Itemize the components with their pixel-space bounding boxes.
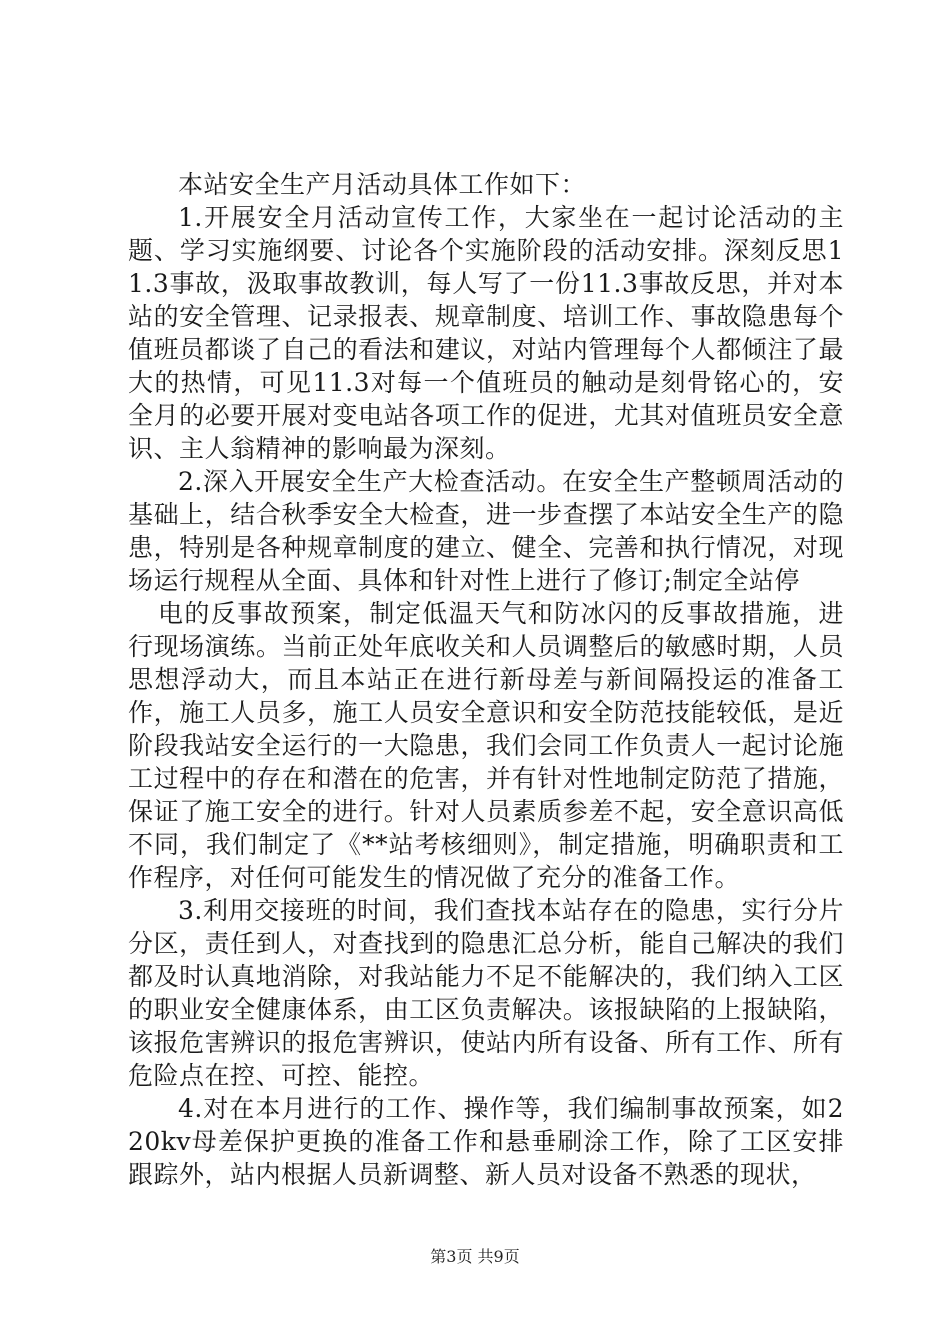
item-1-paragraph: 1.开展安全月活动宣传工作，大家坐在一起讨论活动的主题、学习实施纲要、讨论各个实施阶段的活动安排。深刻反思11.3事故，汲取事故教训，每人写了一份11.3事故反思，并对本站的安全管理、记录报表、规章制度、培训工作、事故隐患每个值班员都谈了自己的看法和建议，对站内管理每个人都倾注了最大的热情，可见11.3对每一个值班员的触动是刻骨铭心的，安全月的必要开展对变电站各项工作的促进，尤其对值班员安全意识、主人翁精神的影响最为深刻。 <box>128 203 844 463</box>
document-body <box>128 168 844 1191</box>
item-3-paragraph: 3.利用交接班的时间，我们查找本站存在的隐患，实行分片分区，责任到人，对查找到的隐患汇总分析，能自己解决的我们都及时认真地消除，对我站能力不足不能解决的，我们纳入工区的职业安全健康体系，由工区负责解决。该报缺陷的上报缺陷，该报危害辨识的报危害辨识，使站内所有设备、所有工作、所有危险点在控、可控、能控。 <box>128 896 844 1090</box>
item-4-paragraph: 4.对在本月进行的工作、操作等，我们编制事故预案，如220kv母差保护更换的准备工作和悬垂刷涂工作，除了工区安排跟踪外，站内根据人员新调整、新人员对设备不熟悉的现状， <box>128 1094 844 1189</box>
item-2-paragraph: 2.深入开展安全生产大检查活动。在安全生产整顿周活动的基础上，结合秋季安全大检查，进一步查摆了本站安全生产的隐患，特别是各种规章制度的建立、健全、完善和执行情况，对现场运行规程从全面、具体和针对性上进行了修订;制定全站停 <box>128 467 844 595</box>
page-number-footer: 第3页 共9页 <box>430 1247 520 1266</box>
intro-paragraph: 本站安全生产月活动具体工作如下： <box>178 170 587 199</box>
item-2-continuation-paragraph: 电的反事故预案，制定低温天气和防冰闪的反事故措施，进行现场演练。当前正处年底收关和人员调整后的敏感时期，人员思想浮动大，而且本站正在进行新母差与新间隔投运的准备工作，施工人员多，施工人员安全意识和安全防范技能较低，是近阶段我站安全运行的一大隐患，我们会同工作负责人一起讨论施工过程中的存在和潜在的危害，并有针对性地制定防范了措施，保证了施工安全的进行。针对人员素质参差不起，安全意识高低不同，我们制定了《**站考核细则》，制定措施，明确职责和工作程序，对任何可能发生的情况做了充分的准备工作。 <box>128 599 844 892</box>
